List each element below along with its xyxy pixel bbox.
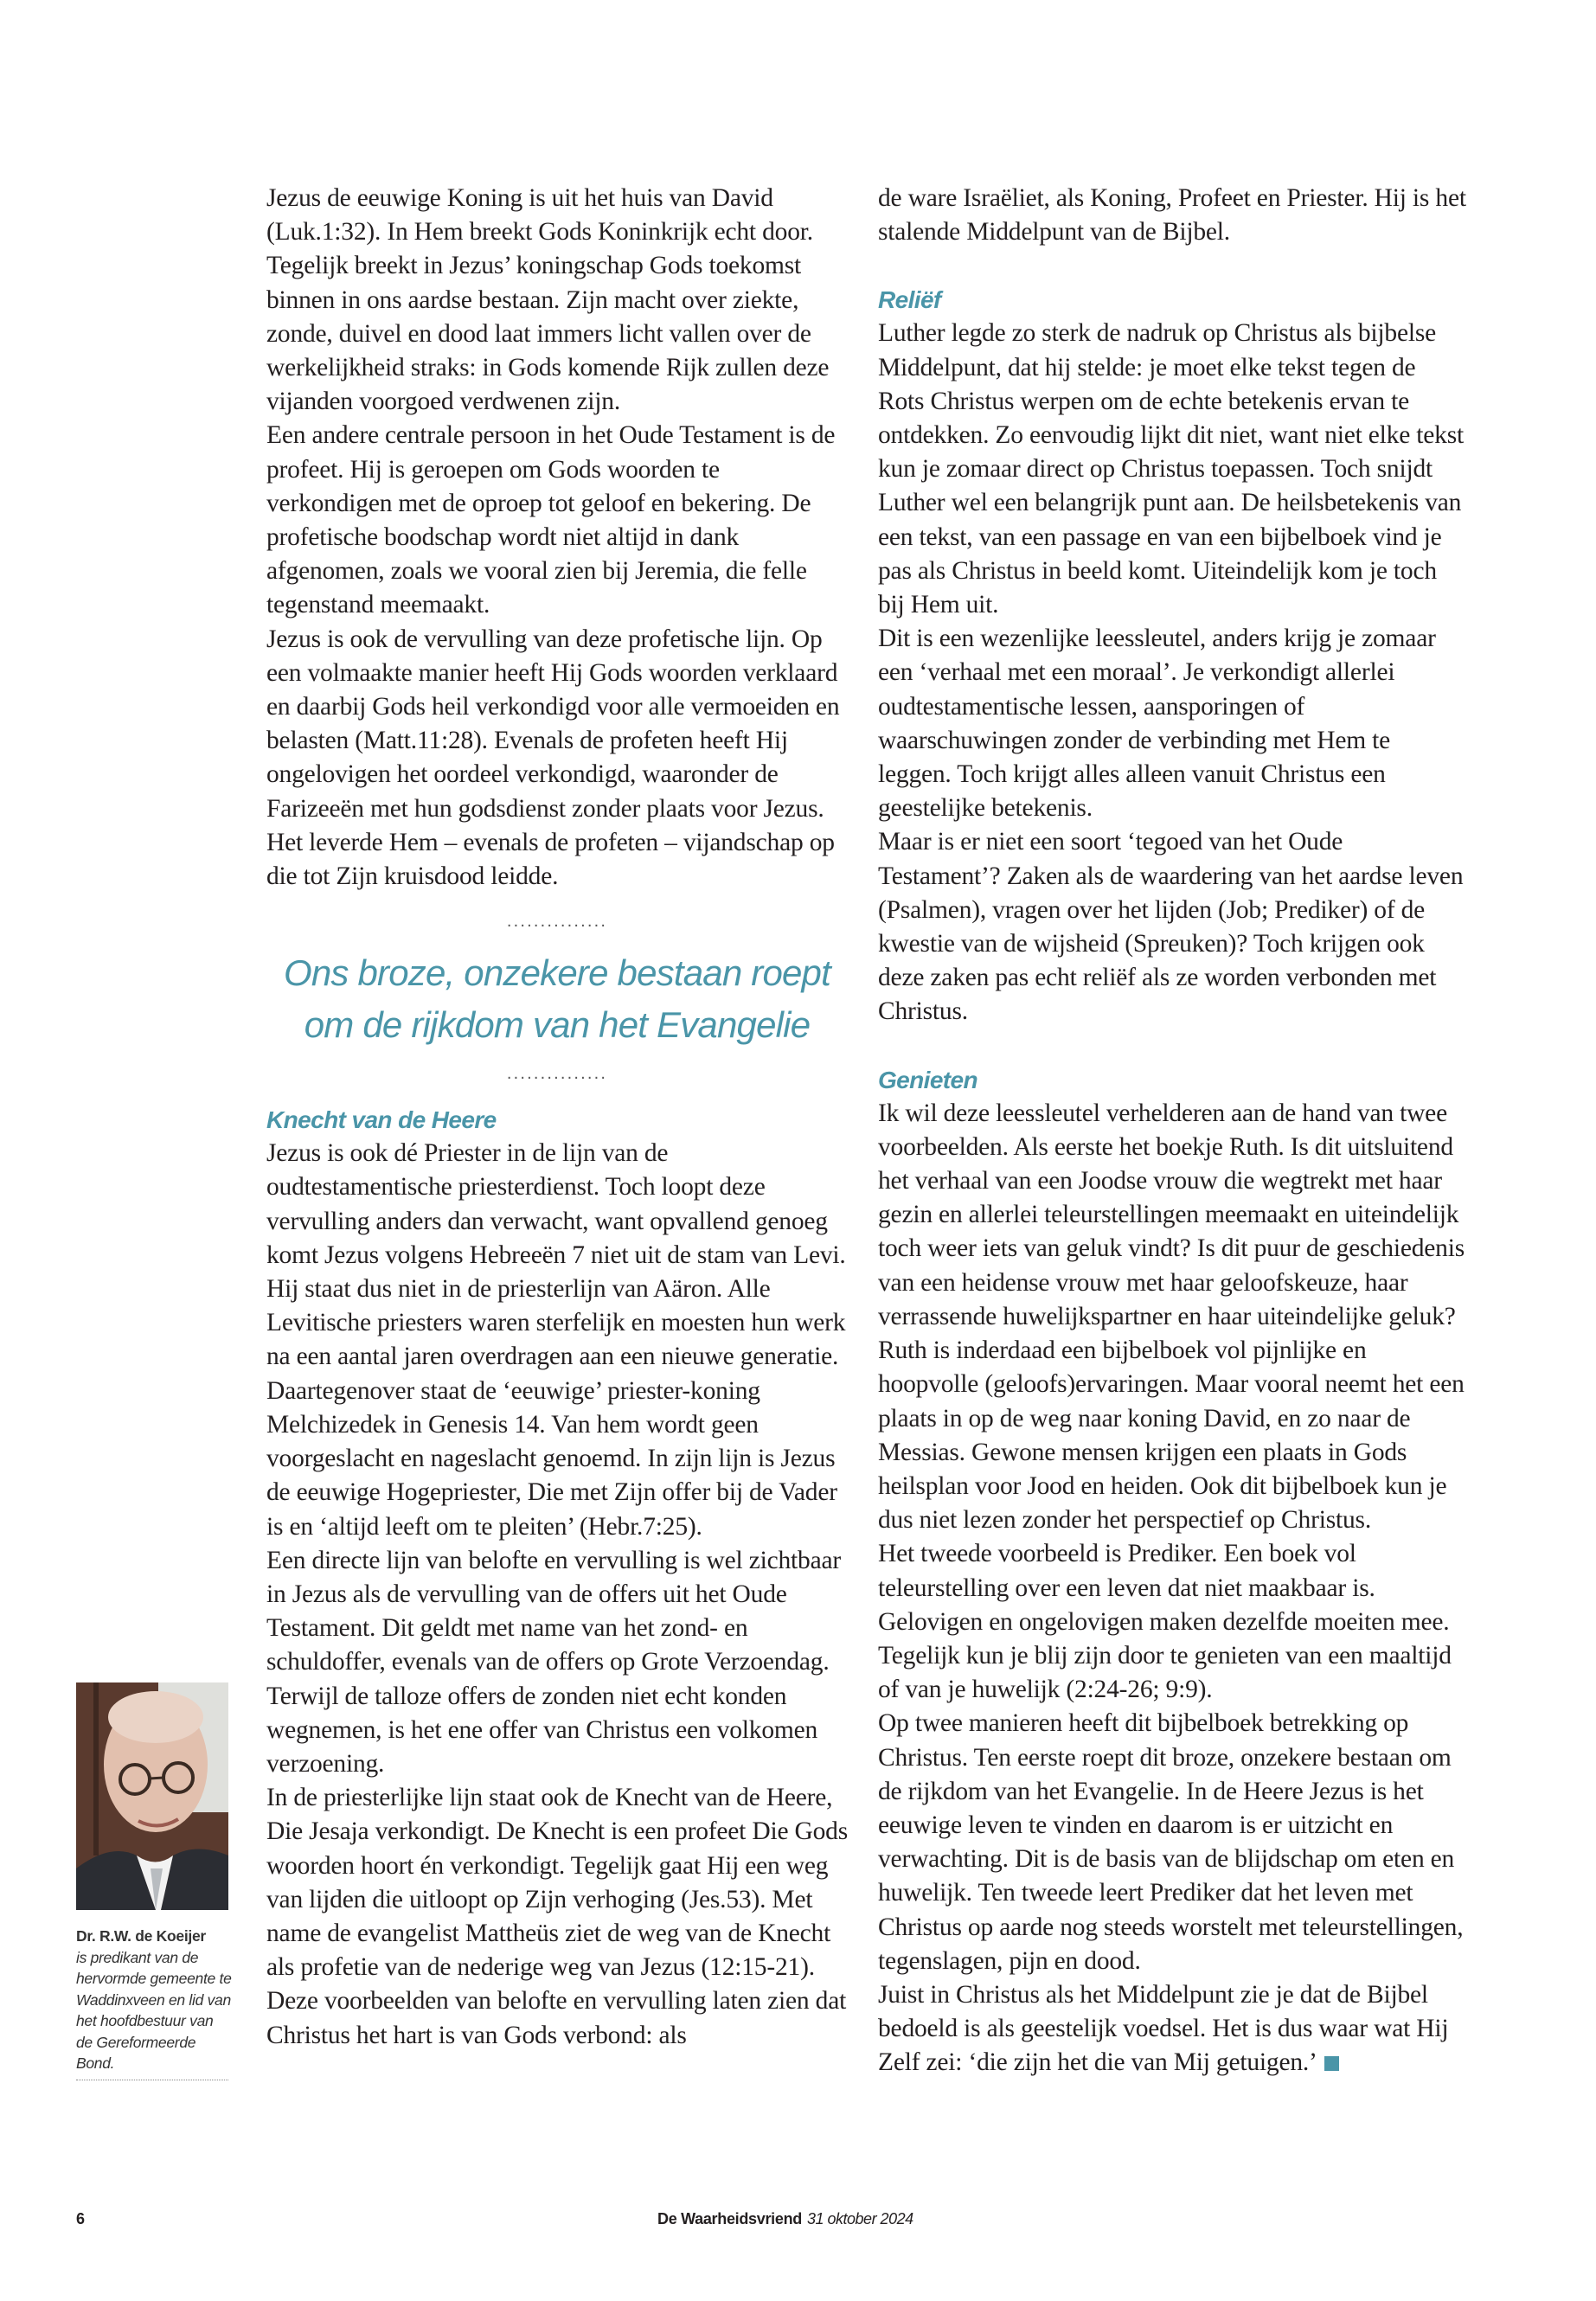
footer-publication	[657, 2210, 913, 2228]
body-paragraph: Een andere centrale persoon in het Oude Testament is de profeet. Hij is geroepen om Gods woorden te verkondigen met de oproep tot geloof en bekering. De profetische boodschap wordt niet altijd in dank afgenomen, zoals we vooral zien bij Jeremia, die felle tegenstand meemaakt.	[266, 421, 836, 619]
pullquote	[266, 911, 848, 1084]
subheading-knecht: Knecht van de Heere	[266, 1106, 497, 1134]
body-paragraph: Luther legde zo sterk de nadruk op Christus als bijbelse Middelpunt, dat hij stelde: je moet elke tekst tegen de Rots Christus werpen om de echte betekenis ervan te ontdekken. Zo eenvoudig lijkt dit niet, want niet elke tekst kun je zomaar direct op Christus toepassen. Toch snijdt Luther wel een belangrijk punt aan. De heilsbetekenis van een tekst, van een passage en van een bijbelboek vind je pas als Christus in beeld komt. Uiteindelijk kom je toch bij Hem uit.	[878, 319, 1465, 619]
body-paragraph: Op twee manieren heeft dit bijbelboek betrekking op Christus. Ten eerste roept dit broze, onzekere bestaan om de rijkdom van het Evangelie. In de Heere Jezus is het eeuwige leven te vinden en daarom is er uitzicht en verwachting. Dit is de basis van de blijdschap om eten en huwelijk. Ten tweede leert Prediker dat het leven met Christus op aarde nog steeds worstelt met teleurstellingen, tegenslagen, pijn en dood.	[878, 1709, 1464, 1975]
body-paragraph: de ware Israëliet, als Koning, Profeet en Priester. Hij is het stalende Middelpunt van de Bijbel.	[878, 184, 1466, 247]
body-paragraph: Jezus is ook de vervulling van deze profetische lijn. Op een volmaakte manier heeft Hij Gods woorden verklaard en daarbij Gods heil verkondigd voor alle vermoeiden en belasten (Matt.11:28). Evenals de profeten heeft Hij ongelovigen het oordeel verkondigd, waaronder de Farizeeën met hun godsdienst zonder plaats voor Jezus. Het leverde Hem – evenals de profeten – vijandschap op die tot Zijn kruisdood leidde.	[266, 625, 840, 891]
body-paragraph: Daartegenover staat de ‘eeuwige’ priester-koning Melchizedek in Genesis 14. Van hem wordt geen voorgeslacht en nageslacht genoemd. In zijn lijn is Jezus de eeuwige Hogepriester, Die met Zijn offer bij de Vader is en ‘altijd leeft om te pleiten’ (Hebr.7:25).	[266, 1376, 837, 1541]
body-paragraph: Maar is er niet een soort ‘tegoed van het Oude Testament’? Zaken als de waardering van het aardse leven (Psalmen), vragen over het lijden (Job; Prediker) of de kwestie van de wijsheid (Spreuken)? Toch krijgen ook deze zaken pas echt reliëf als ze worden verbonden met Christus.	[878, 828, 1464, 1026]
body-paragraph: Deze voorbeelden van belofte en vervulling laten zien dat Christus het hart is van Gods verbond: als	[266, 1987, 847, 2049]
body-paragraph: Ruth is inderdaad een bijbelboek vol pijnlijke en hoopvolle (geloofs)ervaringen. Maar vooral neemt het een plaats in op de weg naar koning David, en zo naar de Messias. Gewone mensen krijgen een plaats in Gods heilsplan voor Jood en heiden. Ook dit bijbelboek kun je dus niet lezen zonder het perspectief op Christus.	[878, 1336, 1465, 1535]
pullquote-line: Ons broze, onzekere bestaan roept	[283, 952, 830, 994]
subheading-genieten: Genieten	[878, 1066, 978, 1093]
pullquote-divider-top: ...............	[506, 912, 608, 932]
body-paragraph: Een directe lijn van belofte en vervulling is wel zichtbaar in Jezus als de vervulling van de offers uit het Oude Testament. Dit geldt met name van het zond- en schuldoffer, evenals van de offers op Grote Verzoendag. Terwijl de talloze offers de zonden niet echt konden wegnemen, is het ene offer van Christus een volkomen verzoening.	[266, 1546, 841, 1778]
closing-paragraph	[878, 1978, 1466, 2080]
end-square-icon	[1324, 2056, 1339, 2071]
subheading-relief: Reliëf	[878, 286, 941, 314]
author-caption	[76, 1926, 232, 2080]
page-number: 6	[76, 2210, 86, 2227]
body-paragraph: Jezus de eeuwige Koning is uit het huis van David (Luk.1:32). In Hem breekt Gods Koninkrijk echt door. Tegelijk breekt in Jezus’ koningschap Gods toekomst binnen in ons aardse bestaan. Zijn macht over ziekte, zonde, duivel en dood laat immers licht vallen over de werkelijkheid straks: in Gods komende Rijk zullen deze vijanden voorgoed verdwenen zijn.	[266, 184, 830, 416]
spacer	[878, 1029, 1466, 1063]
publication-name: De Waarheidsvriend	[657, 2210, 802, 2227]
author-bio: is predikant van de hervormde gemeente te Waddinxveen en lid van het hoofdbestuur van de Gereformeerde Bond.	[76, 1948, 232, 2072]
publication-date: 31 oktober 2024	[807, 2210, 913, 2227]
body-paragraph: Dit is een wezenlijke leessleutel, anders krijg je zomaar een ‘verhaal met een moraal’. Je verkondigt allerlei oudtestamentische lessen, aansporingen of waarschuwingen zonder de verbinding met Hem te leggen. Toch krijgt alles alleen vanuit Christus een geestelijke betekenis.	[878, 625, 1436, 823]
closing-text: Juist in Christus als het Middelpunt zie je dat de Bijbel bedoeld is als geestelijk voedsel. Het is dus waar wat Hij Zelf zei: ‘die zijn het die van Mij getuigen.’	[878, 1980, 1449, 2077]
article-column-right	[878, 182, 1466, 2080]
pullquote-divider-bottom: ...............	[506, 1064, 608, 1084]
spacer	[878, 249, 1466, 283]
pullquote-text	[266, 947, 848, 1051]
author-portrait-icon	[76, 1682, 228, 1910]
article-column-left	[266, 182, 848, 2053]
pullquote-line: om de rijkdom van het Evangelie	[304, 1004, 811, 1046]
body-paragraph: Het tweede voorbeeld is Prediker. Een boek vol teleurstelling over een leven dat niet maakbaar is. Gelovigen en ongelovigen maken dezelfde moeiten mee. Tegelijk kun je blij zijn door te genieten van een maaltijd of van je huwelijk (2:24-26; 9:9).	[878, 1540, 1452, 1704]
author-name: Dr. R.W. de Koeijer	[76, 1927, 206, 1945]
body-paragraph: In de priesterlijke lijn staat ook de Knecht van de Heere, Die Jesaja verkondigt. De Knecht is een profeet Die Gods woorden hoort én verkondigt. Tegelijk gaat Hij een weg van lijden die uitloopt op Zijn verhoging (Jes.53). Met name de evangelist Mattheüs ziet de weg van de Knecht als profetie van de nederige weg van Jezus (12:15-21).	[266, 1784, 848, 1982]
body-paragraph: Ik wil deze leessleutel verhelderen aan de hand van twee voorbeelden. Als eerste het boekje Ruth. Is dit uitsluitend het verhaal van een Joodse vrouw die wegtrekt met haar gezin en allerlei teleurstellingen meemaakt en uiteindelijk toch weer iets van geluk vindt? Is dit puur de geschiedenis van een heidense vrouw met haar geloofskeuze, haar verrassende huwelijkspartner en haar uiteindelijke geluk?	[878, 1099, 1465, 1330]
body-paragraph: Jezus is ook dé Priester in de lijn van de oudtestamentische priesterdienst. Toch loopt deze vervulling anders dan verwacht, want opvallend genoeg komt Jezus volgens Hebreeën 7 niet uit de stam van Levi. Hij staat dus niet in de priesterlijn van Aäron. Alle Levitische priesters waren sterfelijk en moesten hun werk na een aantal jaren overdragen aan een nieuwe generatie.	[266, 1139, 846, 1371]
